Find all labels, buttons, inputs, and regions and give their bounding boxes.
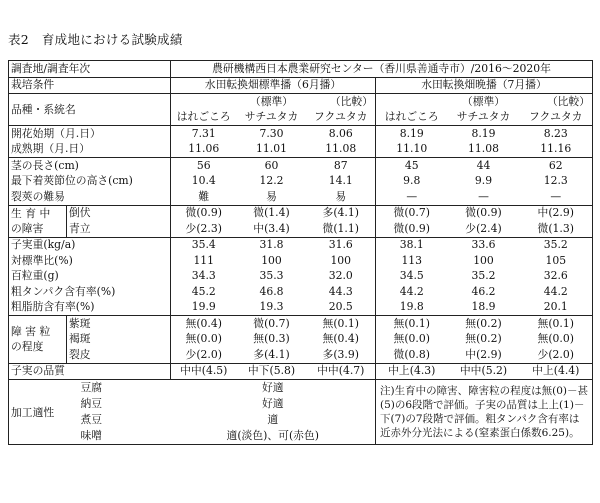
damage-category-line1: 障 害 粒	[11, 325, 51, 339]
cell: 無(0.1)	[520, 316, 593, 332]
cell: 12.3	[520, 174, 593, 190]
header-row-tags	[9, 94, 593, 110]
cell: 多(3.9)	[307, 347, 376, 363]
data-row-purple-spot	[9, 316, 593, 332]
cell: 12.2	[259, 174, 284, 188]
cell: 11.08	[448, 142, 520, 158]
condition-label: 栽培条件	[9, 77, 171, 94]
cell: 微(0.9)	[376, 221, 448, 237]
table-footnote: 注)生育中の障害、障害粒の程度は無(0)－甚(5)の6段階で評価。子実の品質は上上(1)－下(7)の7段階で評価。粗タンパク含有率は近赤外分光法による(窒素蛋白係数6.25)。	[376, 380, 593, 445]
cell: 19.9	[171, 300, 237, 316]
data-row-seed-yield	[9, 237, 593, 253]
data-row-pod-shattering	[9, 189, 593, 205]
variety-name: はれごころ	[376, 110, 448, 126]
cell: 20.5	[307, 300, 376, 316]
row-label: 対標準比(%)	[9, 253, 171, 269]
data-row-green-stem	[9, 221, 593, 237]
row-label: 茎の長さ(cm)	[9, 158, 171, 174]
cell: 9.9	[474, 174, 493, 188]
cell: 100	[261, 253, 282, 267]
data-row-crude-protein	[9, 284, 593, 300]
location-value: 農研機構西日本農業研究センター（香川県善通寺市）/2016～2020年	[171, 61, 593, 78]
cell: 87	[307, 158, 376, 174]
cell: 8.19	[399, 126, 424, 140]
cell: 微(0.8)	[376, 347, 448, 363]
row-label: 粗脂肪含有率(%)	[9, 300, 171, 316]
row-label: 褐斑	[67, 332, 171, 348]
cell: 38.1	[399, 238, 424, 252]
cell: 44.2	[520, 284, 593, 300]
cell: 無(0.1)	[307, 316, 376, 332]
cell: 適	[171, 412, 376, 428]
cell: 62	[520, 158, 593, 174]
cell: 少(2.4)	[448, 221, 520, 237]
row-label: 紫斑	[67, 316, 171, 332]
cell: 100	[307, 253, 376, 269]
cell: 中中(4.5)	[171, 363, 237, 380]
cell: 無(0.4)	[307, 332, 376, 348]
cell: 微(0.7)	[253, 316, 290, 330]
data-row-lowest-pod-height	[9, 174, 593, 190]
row-label: 粗タンパク含有率(%)	[9, 284, 171, 300]
damage-category-line2: の程度	[11, 340, 44, 354]
row-label: 青立	[67, 221, 171, 237]
disorder-category-label	[9, 205, 67, 237]
cell: 11.10	[376, 142, 448, 158]
disorder-category-line2: の障害	[11, 222, 44, 235]
cell: 34.5	[399, 269, 424, 283]
damage-category-label	[9, 316, 67, 364]
cell: 中(3.4)	[237, 221, 307, 237]
cell: 100	[473, 253, 494, 267]
cell: 19.8	[376, 300, 448, 316]
cell: 無(0.1)	[393, 316, 430, 330]
cell: 32.6	[520, 269, 593, 285]
cell: 10.4	[191, 174, 216, 188]
data-row-seed-quality	[9, 363, 593, 380]
cell: 14.1	[307, 174, 376, 190]
cell: 8.06	[307, 126, 376, 142]
cell: 9.8	[403, 174, 421, 188]
data-row-seed-coat-cracking	[9, 347, 593, 363]
data-row-flowering	[9, 126, 593, 142]
cell: 微(1.4)	[253, 206, 290, 220]
row-label: 裂莢の難易	[9, 189, 171, 205]
variety-name: サチユタカ	[237, 110, 307, 126]
cell: 多(4.1)	[307, 205, 376, 221]
row-label: 煮豆	[80, 412, 103, 426]
cell: 113	[401, 253, 423, 267]
row-label: 味噌	[67, 428, 171, 445]
cell: 7.30	[259, 126, 284, 140]
cell: 多(4.1)	[237, 347, 307, 363]
trial-results-table	[8, 60, 593, 445]
row-label: 子実の品質	[9, 363, 171, 380]
cell: 中(2.9)	[448, 347, 520, 363]
cell: 適(淡色)、可(赤色)	[171, 428, 376, 445]
cell: 35.2	[520, 237, 593, 253]
cell: 8.23	[520, 126, 593, 142]
data-row-tofu	[9, 380, 593, 397]
cell: 33.6	[471, 238, 496, 252]
data-row-100-seed-weight	[9, 269, 593, 285]
cell: 45	[404, 158, 419, 172]
cell: 無(0.0)	[185, 332, 222, 346]
cell: 46.2	[471, 284, 496, 298]
cell: 11.08	[307, 142, 376, 158]
cell: 44.3	[307, 284, 376, 300]
cell: 32.0	[307, 269, 376, 285]
cell: 111	[193, 253, 215, 267]
cell: 19.3	[237, 300, 307, 316]
row-label: 成熟期（月.日）	[9, 142, 171, 158]
variety-name: フクユタカ	[307, 110, 376, 126]
cell: 難	[171, 189, 237, 205]
row-label: 子実重(kg/a)	[9, 237, 171, 253]
cell: 44	[476, 158, 491, 172]
cell: 中上(4.4)	[520, 363, 593, 380]
cell: 中(2.9)	[520, 205, 593, 221]
row-label: 豆腐	[80, 381, 103, 394]
cell: 無(0.3)	[253, 332, 290, 346]
cell: 11.16	[520, 142, 593, 158]
cell: 少(2.3)	[171, 221, 237, 237]
cell: 無(0.2)	[465, 332, 502, 346]
cell: 8.19	[471, 126, 496, 140]
cell: 微(0.9)	[185, 206, 222, 220]
tag-compare-june: （比較）	[307, 94, 376, 110]
cell: 56	[196, 158, 211, 172]
cell: 34.3	[191, 269, 216, 283]
row-label: 開花始期（月.日）	[9, 126, 171, 142]
cell: 好適	[171, 396, 376, 412]
condition-july: 水田転換畑晩播（7月播）	[376, 77, 593, 94]
condition-june: 水田転換畑標準播（6月播）	[171, 77, 376, 94]
table-title: 表2 育成地における試験成績	[8, 32, 183, 47]
cell: 無(0.0)	[393, 332, 430, 346]
cell: 中上(4.3)	[376, 363, 448, 380]
row-label: 百粒重(g)	[9, 269, 171, 285]
cell: 無(0.2)	[465, 316, 502, 330]
cell: 易	[307, 189, 376, 205]
data-row-stem-length	[9, 158, 593, 174]
variety-label: 品種・系統名	[9, 94, 171, 126]
cell: 18.9	[448, 300, 520, 316]
variety-name: フクユタカ	[520, 110, 593, 126]
cell: 35.2	[471, 269, 496, 283]
cell: 微(1.1)	[307, 221, 376, 237]
cell: 中中(4.7)	[307, 363, 376, 380]
cell: —	[520, 189, 593, 205]
cell: 31.6	[307, 237, 376, 253]
cell: 60	[264, 158, 279, 172]
cell: 7.31	[191, 126, 216, 140]
cell: —	[376, 189, 448, 205]
cell: 11.01	[237, 142, 307, 158]
cell: 45.2	[191, 284, 216, 298]
cell: 44.2	[399, 284, 424, 298]
variety-name: サチユタカ	[448, 110, 520, 126]
row-label: 倒伏	[67, 205, 171, 221]
row-label: 最下着莢節位の高さ(cm)	[9, 174, 171, 190]
cell: —	[448, 189, 520, 205]
processing-category-label: 加工適性	[9, 380, 67, 445]
header-row-condition	[9, 77, 593, 94]
cell: 微(0.7)	[393, 206, 430, 220]
data-row-lodging	[9, 205, 593, 221]
location-label: 調査地/調査年次	[9, 61, 171, 78]
data-row-ratio-to-standard	[9, 253, 593, 269]
data-row-brown-spot	[9, 332, 593, 348]
tag-standard-june: （標準）	[249, 94, 294, 108]
cell: 易	[237, 189, 307, 205]
cell: 無(0.0)	[520, 332, 593, 348]
cell: 35.3	[259, 269, 284, 283]
cell: 105	[520, 253, 593, 269]
cell: 微(0.9)	[465, 206, 502, 220]
cell: 31.8	[259, 238, 284, 252]
cell: 35.4	[191, 238, 216, 252]
cell: 少(2.0)	[520, 347, 593, 363]
cell: 11.06	[171, 142, 237, 158]
variety-name: はれごころ	[171, 110, 237, 126]
cell: 好適	[171, 380, 376, 397]
data-row-maturity	[9, 142, 593, 158]
cell: 中下(5.8)	[237, 363, 307, 380]
cell: 無(0.4)	[185, 316, 222, 330]
cell: 46.8	[259, 284, 284, 298]
header-row-location	[9, 61, 593, 78]
cell: 微(1.3)	[520, 221, 593, 237]
data-row-crude-fat	[9, 300, 593, 316]
cell: 20.1	[520, 300, 593, 316]
row-label: 納豆	[80, 396, 103, 410]
disorder-category-line1: 生 育 中	[11, 207, 51, 220]
cell: 少(2.0)	[171, 347, 237, 363]
row-label: 裂皮	[67, 347, 171, 363]
tag-standard-july: （標準）	[461, 94, 506, 108]
tag-compare-july: （比較）	[520, 94, 593, 110]
cell: 中中(5.2)	[448, 363, 520, 380]
